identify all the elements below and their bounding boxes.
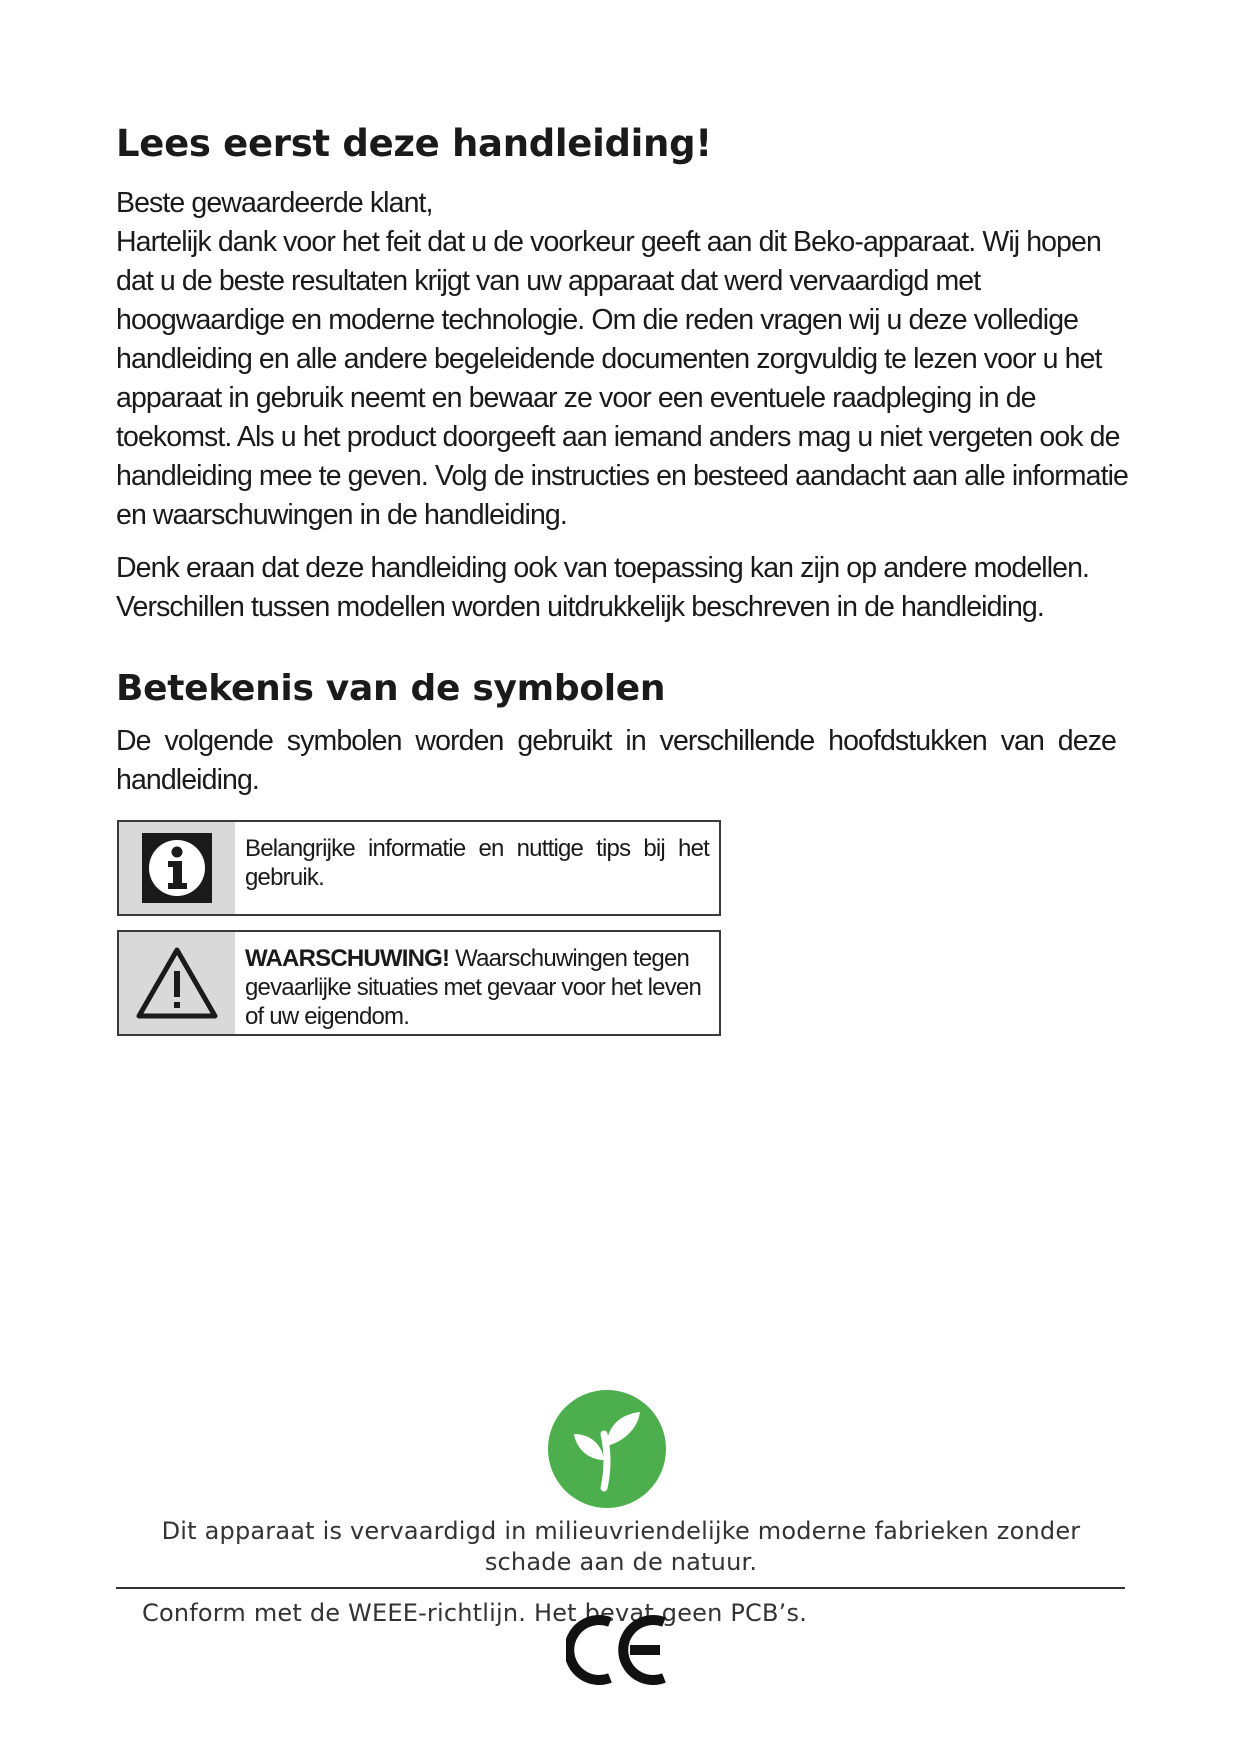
info-icon (142, 833, 212, 903)
symbols-intro-paragraph (116, 722, 1116, 800)
warning-label: WAARSCHUWING! (245, 945, 450, 972)
symbols-heading: Betekenis van de symbolen (116, 668, 666, 709)
warning-triangle-icon (134, 945, 220, 1021)
models-note-text: Denk eraan dat deze handleiding ook van toepassing kan zijn op andere modellen. Verschillen tussen modellen worden uitdrukkelijk beschreven in de handleiding. (116, 552, 1090, 623)
symbols-intro-text: De volgende symbolen worden gebruikt in verschillende hoofdstukken van deze handleiding. (116, 725, 1116, 796)
weee-statement: Conform met de WEEE-richtlijn. Het bevat geen PCB’s. (142, 1599, 808, 1627)
warning-icon-cell (119, 932, 235, 1034)
intro-text: Hartelijk dank voor het feit dat u de voorkeur geeft aan dit Beko-apparaat. Wij hopen dat u de beste resultaten krijgt van uw apparaat dat werd vervaardigd met hoogwaardige en moderne technologie. Om die reden vragen wij u deze volledige handleiding en alle andere begeleidende documenten zorgvuldig te lezen voor u het apparaat in gebruik neemt en bewaar ze voor een eventuele raadpleging in de toekomst. Als u het product doorgeeft aan iemand anders mag u niet vergeten ook de handleiding mee te geven. Volg de instructies en besteed aandacht aan alle informatie en waarschuwingen in de handleiding. (116, 226, 1128, 531)
greeting-text: Beste gewaardeerde klant, (116, 187, 433, 219)
footer-divider (116, 1587, 1125, 1589)
intro-paragraph (116, 223, 1136, 535)
info-symbol-box (117, 820, 721, 916)
warning-symbol-text-block (235, 932, 719, 1034)
warning-symbol-text: Waarschuwingen tegen gevaarlijke situaties met gevaar voor het leven of uw eigendom. (245, 945, 701, 1030)
greeting-paragraph (116, 184, 1136, 223)
info-icon-cell (119, 822, 235, 914)
models-note-paragraph (116, 549, 1136, 627)
info-symbol-text: Belangrijke informatie en nuttige tips bij het gebruik. (245, 835, 709, 891)
warning-symbol-box (117, 930, 721, 1036)
eco-statement: Dit apparaat is vervaardigd in milieuvriendelijke moderne fabrieken zonder schade aan de natuur. (161, 1517, 1081, 1576)
leaf-icon (548, 1390, 666, 1508)
page-title: Lees eerst deze handleiding! (116, 122, 712, 165)
ce-mark-icon (566, 1614, 672, 1686)
